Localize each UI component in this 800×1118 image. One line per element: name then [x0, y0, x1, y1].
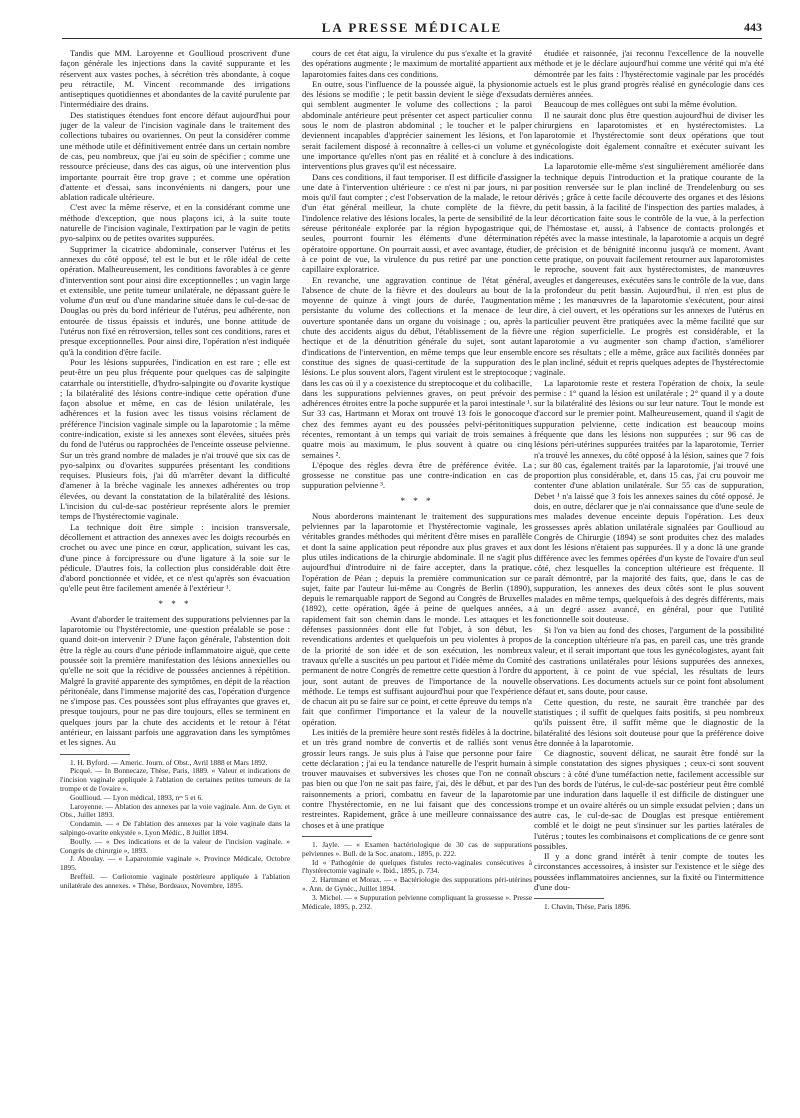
paragraph: Les initiés de la première heure sont restés fidèles à la doctrine, et un très grand nombre de convertis et de ralliés sont venus grossir leurs rangs. Je suis plus à l'aise que personne pour faire cette déclaration ; j'ai eu la tendance naturelle de l'esprit humain à trouver mauvaises et subversives les choses que l'on ne connaît pas bien ou que l'on ne sait pas faire, j'ai, dès le début, et par des raisonnements a priori, combattu en faveur de la laparotomie contre l'hystérectomie, en ne lui faisant que des concessions restreintes. Rapidement, grâce à une meilleure connaissance des choses et à une pratique	[302, 727, 532, 830]
paragraph: C'est avec la même réserve, et en la considérant comme une méthode d'exception, que nous plaçons ici, à la suite toute naturelle de l'incision vaginale, l'extirpation par le vagin de petits pyo-salpinx ou de petites ovarites suppurées.	[60, 202, 290, 244]
text-column-3	[534, 48, 764, 1110]
paragraph: Beaucoup de mes collègues ont subi la même évolution.	[544, 99, 738, 110]
footnote: Boully. — « Des indications et de la valeur de l'incision vaginale. » Congrès de chirurgie », 1893.	[60, 836, 290, 855]
paragraph: Supprimer la cicatrice abdominale, conserver l'utérus et les annexes du côté opposé, tel est le but et le rôle idéal de cette opération. Malheureusement, les conditions favorables à ce genre d'intervention sont pour ainsi dire exceptionnelles ; un vagin large et extensible, une petite tumeur unilatérale, ne dépassant guère le volume d'un œuf ou d'une mandarine située dans le cul-de-sac de Douglas ou près du bord inférieur de l'utérus, peu adhérente, non entourée de tissus épaissis et indurés, une bonne attitude de l'utérus non fixé en rétroversion, telles sont ces conditions, rares et presque exceptionnelles. Pour ainsi dire, l'opération n'est indiquée qu'à la condition d'être facile.	[60, 243, 290, 357]
footnote: 1. Chavin, Thèse, Paris 1896.	[544, 902, 631, 912]
paragraph: En outre, sous l'influence de la poussée aiguë, la physionomie des lésions se modifie ; le petit bassin devient le siège d'exsudats qui semblent augmenter le volume des collections ; la paroi abdominale antérieure peut présenter cet aspect particulier connu sous le nom de plastron abdominal ; le toucher et le palper deviennent incapables d'apprécier sainement les lésions, et l'on serait facilement disposé à reconnaître à celles-ci un volume et une importance qu'elles n'ont pas en réalité et à conclure à des interventions plus graves qu'il est nécessaire.	[302, 78, 532, 172]
footnote: Breffeil. — Cœliotomie vaginale postérieure appliquée à l'ablation unilatérale des annexes. » Thèse, Bordeaux, Novembre, 1895.	[60, 871, 290, 890]
page-number: 443	[744, 20, 762, 34]
footnote: 2. Hartmann et Morax. — « Bactériologie des suppurations péri-utérines ». Ann. de Gynéc., Juillet 1894.	[302, 875, 532, 893]
footnote: Picqué. — In Bonnecaze, Thèse, Paris, 1889. « Valeur et indications de l'incision vaginale appliquée à l'ablation de certaines petites tumeurs de la trompe et de l'ovaire ».	[60, 766, 290, 793]
paragraph: étudiée et raisonnée, j'ai reconnu l'excellence de la nouvelle méthode et je le déclare aujourd'hui comme une vérité qui m'a été démontrée par les faits : l'hystérectomie vaginale par les procédés actuels est le plus grand progrès réalisé en gynécologie dans ces dernières années.	[534, 48, 764, 100]
section-separator: * * *	[158, 598, 192, 609]
footnote: J. Aboulay. — « Laparotomie vaginale ». Province Médicale, Octobre 1895.	[60, 854, 290, 873]
footnote: 1. Jayle. — « Examen bactériologique de 30 cas de suppurations pelviennes ». Bull. de la Soc. anatom., 1895, p. 222.	[302, 839, 532, 858]
footnote: 3. Michel. — « Suppuration pelvienne compliquant la grossesse ». Presse Médicale, 1895, p. 232.	[302, 892, 532, 911]
paragraph: La laparotomie elle-même s'est singulièrement améliorée dans la technique depuis l'introduction et la pratique courante de la position renversée sur le plan incliné de Trendelenburg ou ses dérivés ; grâce à cette facile découverte des organes et des lésions du petit bassin, à la facilité de l'inspection des parties malades, à leur décortication faite sous le contrôle de la vue, à la perfection de l'hémostase et, aussi, à l'absence de contacts prolongés et répétés avec la masse intestinale, la laparotomie a acquis un degré de précision et de bénignité inconnu jusqu'à ce moment. Avant cette pratique, on pouvait facilement retourner aux laparotomistes le reproche, souvent fait aux hystérectomistes, de manœuvres aveugles et dangereuses, exécutées sans le contrôle de la vue, dans la profondeur du petit bassin. Aujourd'hui, il n'en est plus de même ; les manœuvres de la laparotomie s'exécutent, pour ainsi dire, à ciel ouvert, et les opérations sur les annexes de l'utérus en particulier peuvent être pratiquées avec la même facilité que sur une région superficielle. Le progrès est considérable, et la laparotomie a vu augmenter son champ d'action, s'améliorer encore ses résultats ; elle a même, grâce aux facilités données par le plan incliné, séduit et repris quelques adeptes de l'hystérectomie vaginale.	[534, 161, 764, 378]
paragraph: Des statistiques étendues font encore défaut aujourd'hui pour juger de la valeur de l'incision vaginale dans le traitement des collections tubaires ou ovariennes. On peut la considérer comme une méthode utile et définitivement entrée dans un certain nombre de cas, peu nombreux, que j'ai eu soin de spécifier ; comme une ressource précieuse, dans des cas aigus, où une intervention plus importante pourrait être trop grave ; et comme une opération d'attente et d'essai, sans inconvénients ni dangers, pour une ablation radicale ultérieure.	[60, 109, 290, 203]
paragraph: Cette question, du reste, ne saurait être tranchée par des statistiques ; il suffit de quelques faits positifs, si peu nombreux qu'ils puissent être, il suffit même que le diagnostic de la bilatéralité des lésions soit douteuse pour que la préférence doive être donnée à la laparotomie.	[534, 696, 764, 748]
footnote: Goullioud. — Lyon médical, 1893, nᵒˢ 5 et 6.	[70, 792, 204, 802]
text-column-2	[302, 48, 532, 1110]
paragraph: cours de cet état aigu, la virulence du pus s'exalte et la gravité des opérations augmente ; le maximum de mortalité appartient aux laparotomies faites dans ces conditions.	[302, 48, 532, 79]
journal-title: LA PRESSE MÉDICALE	[321, 20, 503, 35]
paragraph: Pour les lésions suppurées, l'indication en est rare ; elle est peut-être un peu plus fréquente pour quelques cas de salpingite catarrhale ou interstitielle, d'hydro-salpingite ou d'ovarite kystique ; la bilatéralité des lésions contre-indique cette opération d'une façon absolue et même, en cas de lésion unilatérale, les adhérences et la fusion avec les tissus voisins réclament de préférence l'incision vaginale simple ou la laparotomie ; la même contre-indication, existe si les annexes sont élevées, situées près du fond de l'utérus ou rapprochées de l'enceinte osseuse pelvienne. Sur un très grand nombre de malades je n'ai trouvé que six cas de pyo-salpinx ou d'ovarites suppurées présentant les conditions requises. Plusieurs fois, j'ai dû m'arrêter devant la difficulté d'amener à la brèche vaginale les annexes adhérentes ou trop élevées, ou devant la constatation de la bilatéralité des lésions. L'incision du cul-de-sac postérieur représente alors le premier temps de l'hystérectomie vaginale.	[60, 356, 290, 522]
text-column-1	[60, 48, 290, 1110]
paragraph: Avant d'aborder le traitement des suppurations pelviennes par la laparotomie ou l'hystérectomie, une question préalable se pose : quand doit-on intervenir ? D'une façon générale, l'abstention doit être la règle au cours d'une période inflammatoire aiguë, que cette poussée soit la première manifestation des lésions annexielles ou qu'elle ne soit que la récidive de poussées anciennes à répétition. Malgré la gravité apparente des symptômes, en dépit de la réaction péritonéale, dans l'immense majorité des cas, l'opération d'urgence ne s'impose pas. Ces poussées sont plus effrayantes que graves et, presque toujours, pour ne pas dire toujours, elles se terminent en quelques jours par la chute des accidents et le retour à l'état antérieur, en laissant parfois une aggravation dans les symptômes et les signes. Au	[60, 613, 290, 748]
paragraph: Si l'on va bien au fond des choses, l'argument de la possibilité de la conception ultérieure n'a pas, en pareil cas, une très grande valeur, et il serait important que tous les gynécologistes, ayant fait des castrations unilatérales pour lésions suppurées des annexes, apportent, à ce point de vue spécial, les résultats de leurs observations. Les documents actuels sur ce point font absolument défaut et, sans doute, pour cause.	[534, 624, 764, 697]
paragraph: En revanche, une aggravation continue de l'état général, l'absence de chute de la fièvre et des douleurs au bout de la moyenne de quinze à vingt jours de durée, l'augmentation persistante du volume des collections et la menace de leur ouverture spontanée dans un organe du voisinage ; ou, après la chute des accidents aigus du début, l'établissement de la fièvre hectique et de la dénutrition générale du sujet, sont autant d'indications de l'intervention, en même temps que leur ensemble constitue des signes de quasi-certitude de la suppuration des lésions. Le plus souvent alors, l'agent virulent est le streptocoque ; dans les cas où il y a coexistence du streptocoque et du colibacille, dans les suppurations pelviennes graves, on peut prévoir des adhérences étroites entre la poche suppurée et la paroi intestinale ¹. Sur 33 cas, Hartmann et Morax ont trouvé 13 fois le gonocoque chez des femmes ayant eu des poussées pelvi-péritonitiques récentes, remontant à un temps qui variait de trois semaines à quatre mois au maximum, le plus souvent à quatre ou cinq semaines ².	[302, 274, 532, 460]
paragraph: Il ne saurait donc plus être question aujourd'hui de diviser les chirurgiens en laparotomistes et en hystérectomistes. La laparotomie et l'hystérectomie sont deux opérations que tout gynécologiste doit également connaître et exécuter suivant les indications.	[534, 109, 764, 161]
paragraph: Il y a donc grand intérêt à tenir compte de toutes les circonstances accessoires, à insister sur l'existence et le siège des poussées inflammatoires anciennes, sur la fixité ou l'intermittence d'une dou-	[534, 851, 764, 893]
footnote-rule	[534, 898, 604, 899]
footnote: Condamin. — « De l'ablation des annexes par la voie vaginale dans la salpingo-ovarite enkystée ». Lyon Médic., 8 Juillet 1894.	[60, 819, 290, 837]
footnote-rule	[302, 836, 372, 837]
paragraph: Dans ces conditions, il faut temporiser. Il est difficile d'assigner une date à l'intervention ultérieure : ce n'est ni par jours, ni par mois qu'il faut compter ; c'est l'observation de la malade, le retour d'un état général meilleur, la chute complète de la fièvre, l'indolence relative des lésions locales, la perte de sensibilité de la séreuse péritonéale explorée par la région hypogastrique qui, seules, pourront fournir les éléments d'une détermination opératoire opportune. On pourrait aussi, et avec avantage, étudier, à ce point de vue, la virulence du pus retiré par une ponction capillaire exploratrice.	[302, 171, 532, 275]
footnote: 1. H. Byford. — Americ. Journ. of Obst., Avril 1888 et Mars 1892.	[70, 757, 268, 767]
footnote: Laroyenne. — Ablation des annexes par la voie vaginale. Ann. de Gyn. et Obs., Juillet 1893.	[60, 801, 290, 820]
paragraph: L'époque des règles devra être de préférence évitée. La grossesse ne constitue pas une contre-indication en cas de suppuration pelvienne ³.	[302, 459, 532, 491]
footnote-rule	[60, 754, 130, 755]
section-separator: * * *	[400, 495, 434, 506]
paragraph: La technique doit être simple : incision transversale, décollement et attraction des annexes avec les doigts recourbés en crochet ou avec une pince en cœur, application, suivant les cas, d'une pince à forcipressure ou d'une ligature à la soie sur le pédicule. D'autres fois, la collection plus considérable doit être d'abord ponctionnée et vidée, et ce n'est qu'après son évacuation qu'elle peut être facilement amenée à l'extérieur ¹.	[60, 521, 290, 594]
paragraph: Nous aborderons maintenant le traitement des suppurations pelviennes par la laparotomie et l'hystérectomie vaginale, les véritables grandes méthodes qui méritent d'être mises en parallèle et dont la saine application peut répondre aux plus graves et aux plus utiles indications de la chirurgie abdominale. Il ne s'agit plus aujourd'hui d'introduire ni de faire accepter, dans la pratique, l'opération de Péan ; depuis la première communication sur ce sujet, faite par l'auteur lui-même au Congrès de Berlin (1890), depuis le remarquable rapport de Segond au Congrès de Bruxelles (1892), cette opération, âgée à peine de quelques années, a rapidement fait son chemin dans le monde. Les attaques et les défenses passionnées dont elle fut l'objet, à son début, les revendications ardentes et quelquefois un peu violentes à propos de la priorité de son idée et de son exécution, les nombreux travaux qu'elle a suscités un peu partout et l'idée même du Comité permanent de notre Congrès de remettre cette question à l'ordre du jour, sont autant de preuves de l'importance de la nouvelle méthode. Le temps est suffisant aujourd'hui pour que l'expérience de chacun ait pu se faire sur ce point, et cette épreuve du temps n'a fait que confirmer l'importance et la valeur de la nouvelle opération.	[302, 510, 532, 727]
footnote: Id « Pathogénie de quelques fistules recto-vaginales consécutives à l'hystérectomie vaginale ». Ibid., 1895, p. 734.	[302, 857, 532, 876]
paragraph: Ce diagnostic, souvent délicat, ne saurait être fondé sur la simple constatation des signes physiques ; ceux-ci sont souvent obscurs : à côté d'une tuméfaction nette, facilement accessible sur l'un des bords de l'utérus, le cul-de-sac postérieur peut être comblé par une induration dans laquelle il est difficile de distinguer une trompe et un ovaire altérés ou un simple exsudat pelvien ; dans un autre cas, le cul-de-sac de Douglas est presque entièrement comblé et le doigt ne peut s'insinuer sur les parties latérales de l'utérus ; toutes les combinaisons et complications de ce genre sont possibles.	[534, 748, 764, 851]
paragraph: Tandis que MM. Laroyenne et Goullioud proscrivent d'une façon générale les injections dans la cavité suppurante et les réservent aux vastes poches, à sécrétion très abondante, à coque peu rétractile, M. Vincent recommande des irrigations antiseptiques quotidiennes et abondantes de la cavité purulente par l'intermédiaire des drains.	[60, 48, 290, 110]
page-header	[62, 20, 762, 39]
paragraph: La laparotomie reste et restera l'opération de choix, la seule permise : 1° quand la lésion est unilatérale ; 2° quand il y a doute sur la bilatéralité des lésions ou sur leur nature. Tout le monde est d'accord sur le premier point. Malheureusement, quand il s'agit de suppuration pelvienne, cette indication est beaucoup moins fréquente que dans les lésions non suppurées ; sur 96 cas de lésions péri-utérines suppurées traitées par la laparotomie, Terrier n'a trouvé les annexes, du côté opposé à la lésion, saines que 7 fois ; sur 80 cas, également traités par la laparotomie, j'ai trouvé une proportion plus considérable, et, dans 15 cas, j'ai cru pouvoir me contenter d'une ablation unilatérale. Sur 55 cas de suppuration, Debet ¹ n'a laissé que 3 fois les annexes saines du côté opposé. Je dois, en outre, déclarer que je n'ai connaissance que d'une seule de mes malades devenue enceinte depuis l'opération. Les deux grossesses après ablation unilatérale signalées par Goullioud au Congrès de Chirurgie (1894) se sont produites chez des malades dont les lésions n'étaient pas suppurées. Il y a donc là une grande différence avec les femmes opérées d'un kyste de l'ovaire d'un seul côté, chez lesquelles la conception ultérieure est fréquente. Il paraît démontré, par la majorité des faits, que, dans le cas de suppuration, les annexes des deux côtés sont le plus souvent malades en même temps, quelquefois à des degrés différents, mais à un degré assez avancé, en général, pour que l'utilité fonctionnelle soit douteuse.	[534, 377, 764, 625]
